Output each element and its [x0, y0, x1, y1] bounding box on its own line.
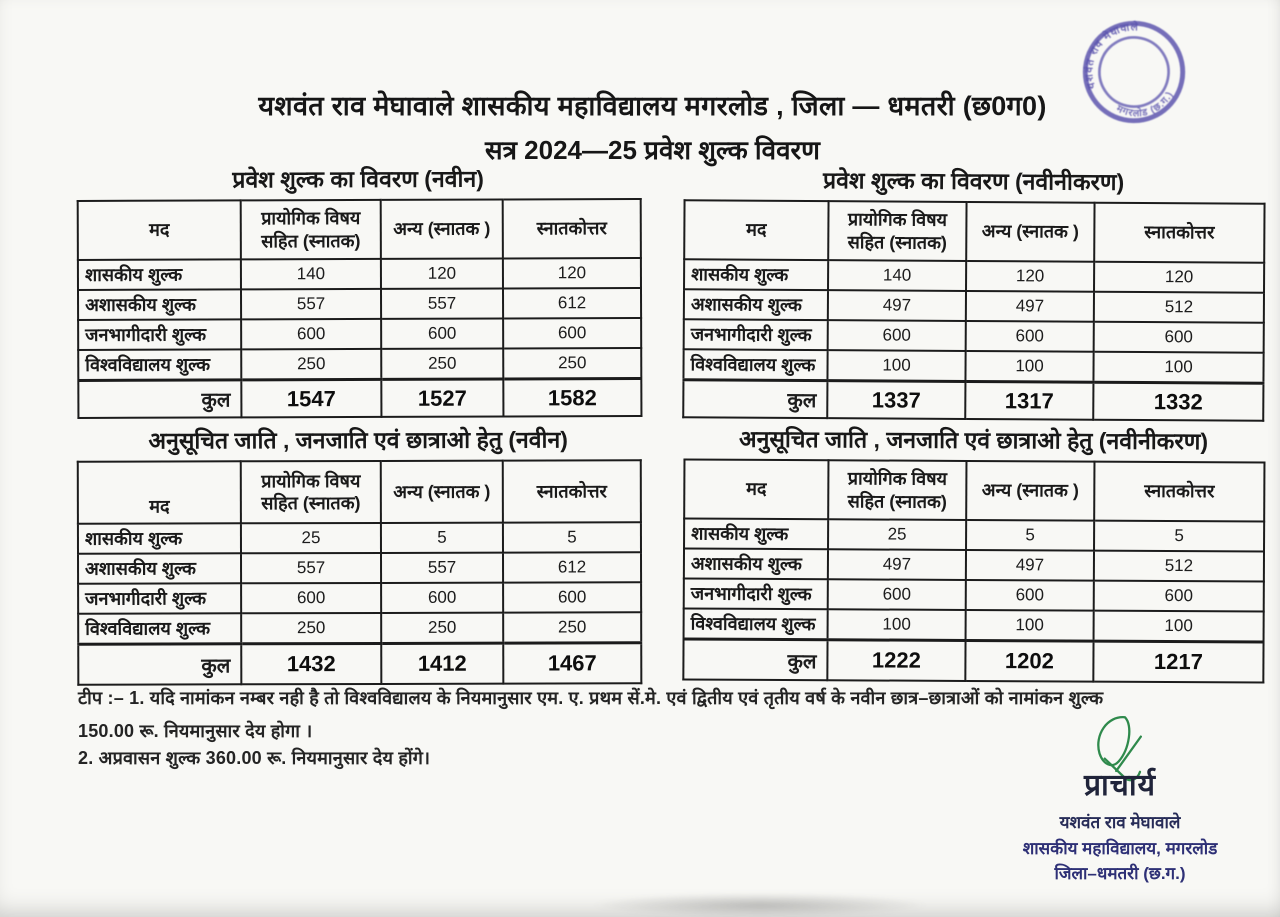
row-label: जनभागीदारी शुल्क [78, 319, 241, 350]
college-name-stamp-line3: जिला–धमतरी (छ.ग.) [1054, 864, 1186, 883]
header-other-ug: अन्य (स्नातक ) [381, 199, 503, 258]
fee-cell: 100 [966, 610, 1094, 641]
total-cell: 1527 [381, 379, 503, 417]
header-practical-ug: प्रायोगिक विषय सहित (स्नातक) [828, 460, 966, 520]
table-total-row [683, 380, 1263, 421]
fee-cell: 600 [381, 318, 503, 348]
fee-cell: 250 [241, 613, 381, 644]
table-row [78, 552, 641, 583]
fee-cell: 140 [241, 259, 381, 289]
total-label: कुल [78, 644, 241, 685]
page-title: यशवंत राव मेघावाले शासकीय महाविद्यालय मगरलोड , जिला — धमतरी (छ0ग0) [258, 91, 1047, 121]
table-title: अनुसूचित जाति , जनजाति एवं छात्राओ हेतु (नवीनीकरण) [738, 425, 1209, 455]
fee-cell: 5 [503, 522, 641, 552]
header-item: मद [684, 459, 828, 519]
table-row [683, 349, 1263, 383]
stamp-arc-top-text: यशवंत राव मेघावाले [1083, 21, 1139, 91]
header-other-ug: अन्य (स्नातक ) [966, 461, 1094, 521]
row-label: जनभागीदारी शुल्क [684, 319, 828, 350]
fee-table-renewal-general [682, 162, 1264, 422]
table-title: प्रवेश शुल्क का विवरण (नवीन) [232, 165, 484, 193]
fee-cell: 600 [828, 320, 966, 351]
table-total-row [78, 379, 641, 418]
table-header-row [684, 459, 1264, 521]
fee-cell: 100 [828, 609, 966, 640]
header-postgraduate: स्नातकोत्तर [503, 199, 641, 258]
fee-cell: 250 [381, 613, 503, 644]
fee-cell: 497 [966, 291, 1094, 322]
fee-cell: 512 [1094, 551, 1264, 582]
total-cell: 1412 [381, 643, 503, 684]
fee-cell: 100 [1093, 352, 1263, 384]
fee-cell: 600 [503, 582, 641, 612]
row-label: विश्वविद्यालय शुल्क [684, 608, 828, 639]
fee-cell: 250 [381, 348, 503, 379]
fee-cell: 600 [966, 321, 1094, 352]
table-total-row [78, 643, 641, 685]
fee-cell: 100 [965, 351, 1093, 382]
total-cell: 1547 [241, 379, 381, 417]
fee-cell: 600 [241, 583, 381, 613]
fee-cell: 557 [381, 288, 503, 318]
header-postgraduate: स्नातकोत्तर [503, 460, 641, 522]
total-cell: 1317 [965, 381, 1093, 419]
table-row [684, 259, 1264, 293]
total-cell: 1202 [965, 640, 1093, 681]
fee-table [682, 458, 1265, 683]
header-practical-ug: प्रायोगिक विषय सहित (स्नातक) [241, 200, 381, 259]
total-label: कुल [78, 380, 241, 418]
table-row [78, 348, 641, 380]
note-line: टीप :– 1. यदि नामांकन नम्बर नही है तो विश्वविद्यालय के नियमानुसार एम. ए. प्रथम सें.मे. एवं द्वितीय एवं तृतीय वर्ष के नवीन छात्र–छात्राओं को नामांकन शुल्क [78, 688, 1104, 708]
fee-cell: 120 [966, 261, 1094, 292]
fee-cell: 600 [828, 579, 966, 610]
row-label: शासकीय शुल्क [78, 259, 241, 290]
fee-cell: 600 [1094, 322, 1264, 353]
table-row [78, 258, 641, 290]
row-label: अशासकीय शुल्क [684, 289, 828, 320]
fee-cell: 497 [966, 550, 1094, 581]
total-cell: 1467 [503, 643, 641, 684]
row-label: अशासकीय शुल्क [684, 548, 828, 579]
college-name-stamp-line1: यशवंत राव मेघावाले [1059, 813, 1181, 832]
fee-cell: 497 [828, 290, 966, 321]
fee-cell: 557 [241, 553, 381, 583]
fee-cell: 250 [241, 349, 381, 380]
table-row [684, 578, 1264, 611]
fee-cell: 25 [241, 523, 381, 553]
row-label: विश्वविद्यालय शुल्क [78, 613, 241, 644]
fee-cell: 250 [503, 348, 641, 379]
fee-cell: 25 [828, 519, 966, 550]
header-other-ug: अन्य (स्नातक ) [381, 461, 503, 523]
fee-cell: 600 [241, 319, 381, 349]
header-practical-ug: प्रायोगिक विषय सहित (स्नातक) [828, 201, 966, 261]
row-label: जनभागीदारी शुल्क [78, 583, 241, 613]
row-label: शासकीय शुल्क [684, 518, 828, 549]
row-label: शासकीय शुल्क [684, 259, 828, 290]
fee-cell: 100 [1094, 611, 1264, 642]
stamp-arc-bottom-text: मगरलोड (छ.ग.) [1114, 89, 1176, 120]
fee-cell: 512 [1094, 292, 1264, 323]
total-label: कुल [683, 639, 827, 680]
total-cell: 1432 [241, 643, 381, 684]
row-label: विश्वविद्यालय शुल्क [683, 349, 827, 380]
header-practical-ug: प्रायोगिक विषय सहित (स्नातक) [241, 461, 381, 523]
table-row [684, 548, 1264, 581]
header-item: मद [78, 200, 241, 260]
fee-cell: 497 [828, 549, 966, 580]
table-header-row [78, 199, 641, 260]
fee-cell: 600 [1094, 581, 1264, 612]
fee-table [77, 459, 643, 685]
header-postgraduate: स्नातकोत्तर [1094, 462, 1264, 522]
fee-cell: 612 [503, 552, 641, 582]
table-total-row [683, 639, 1263, 683]
fee-cell: 612 [503, 288, 641, 318]
fee-cell: 557 [241, 289, 381, 319]
table-header-row [684, 200, 1264, 263]
note-line: 150.00 रू. नियमानुसार देय होगा । [78, 721, 313, 741]
table-row [684, 289, 1264, 323]
total-cell: 1217 [1093, 641, 1263, 682]
fee-cell: 100 [827, 350, 965, 381]
fee-cell: 120 [1094, 262, 1264, 293]
fee-cell: 250 [503, 612, 641, 643]
table-row [78, 582, 641, 613]
total-cell: 1332 [1093, 382, 1263, 421]
fee-table-renewal-scst [682, 421, 1263, 683]
row-label: अशासकीय शुल्क [78, 553, 241, 583]
fee-cell: 120 [503, 258, 641, 288]
fee-cell: 600 [503, 318, 641, 348]
fee-cell: 5 [381, 523, 503, 553]
fee-cell: 600 [966, 580, 1094, 611]
header-item: मद [684, 200, 828, 260]
table-row [78, 612, 641, 644]
note-line: 2. अप्रवासन शुल्क 360.00 रू. नियमानुसार देय होंगे। [78, 748, 431, 768]
total-label: कुल [683, 380, 827, 418]
table-header-row [78, 460, 641, 523]
table-row [684, 608, 1264, 642]
fee-cell: 5 [1094, 521, 1264, 552]
header-item: मद [78, 461, 241, 523]
fee-cell: 120 [381, 258, 503, 288]
signature-block [995, 763, 1245, 884]
table-row [684, 518, 1264, 551]
scan-smudge [590, 893, 930, 917]
table-row [684, 319, 1264, 353]
designation-principal: प्राचार्य [1083, 769, 1157, 802]
header-other-ug: अन्य (स्नातक ) [966, 202, 1094, 262]
total-cell: 1337 [827, 381, 965, 419]
fee-cell: 5 [966, 520, 1094, 551]
table-row [78, 318, 641, 350]
fee-table-new-general [77, 161, 641, 419]
table-title: अनुसूचित जाति , जनजाति एवं छात्राओ हेतु (नवीन) [148, 426, 568, 454]
page-subtitle: सत्र 2024—25 प्रवेश शुल्क विवरण [485, 135, 820, 165]
table-row [78, 288, 641, 320]
table-row [78, 522, 641, 553]
fee-table [682, 199, 1265, 422]
row-label: जनभागीदारी शुल्क [684, 578, 828, 609]
row-label: विश्वविद्यालय शुल्क [78, 349, 241, 380]
college-name-stamp-line2: शासकीय महाविद्यालय, मगरलोड [1022, 839, 1218, 858]
row-label: शासकीय शुल्क [78, 523, 241, 553]
fee-cell: 600 [381, 583, 503, 613]
header-postgraduate: स्नातकोत्तर [1094, 203, 1264, 263]
table-title: प्रवेश शुल्क का विवरण (नवीनीकरण) [822, 167, 1125, 195]
fee-table-new-scst [77, 422, 641, 685]
fee-cell: 140 [828, 260, 966, 291]
total-cell: 1582 [503, 379, 641, 417]
fee-cell: 557 [381, 553, 503, 583]
total-cell: 1222 [827, 640, 965, 681]
fee-table [77, 198, 643, 419]
row-label: अशासकीय शुल्क [78, 289, 241, 320]
